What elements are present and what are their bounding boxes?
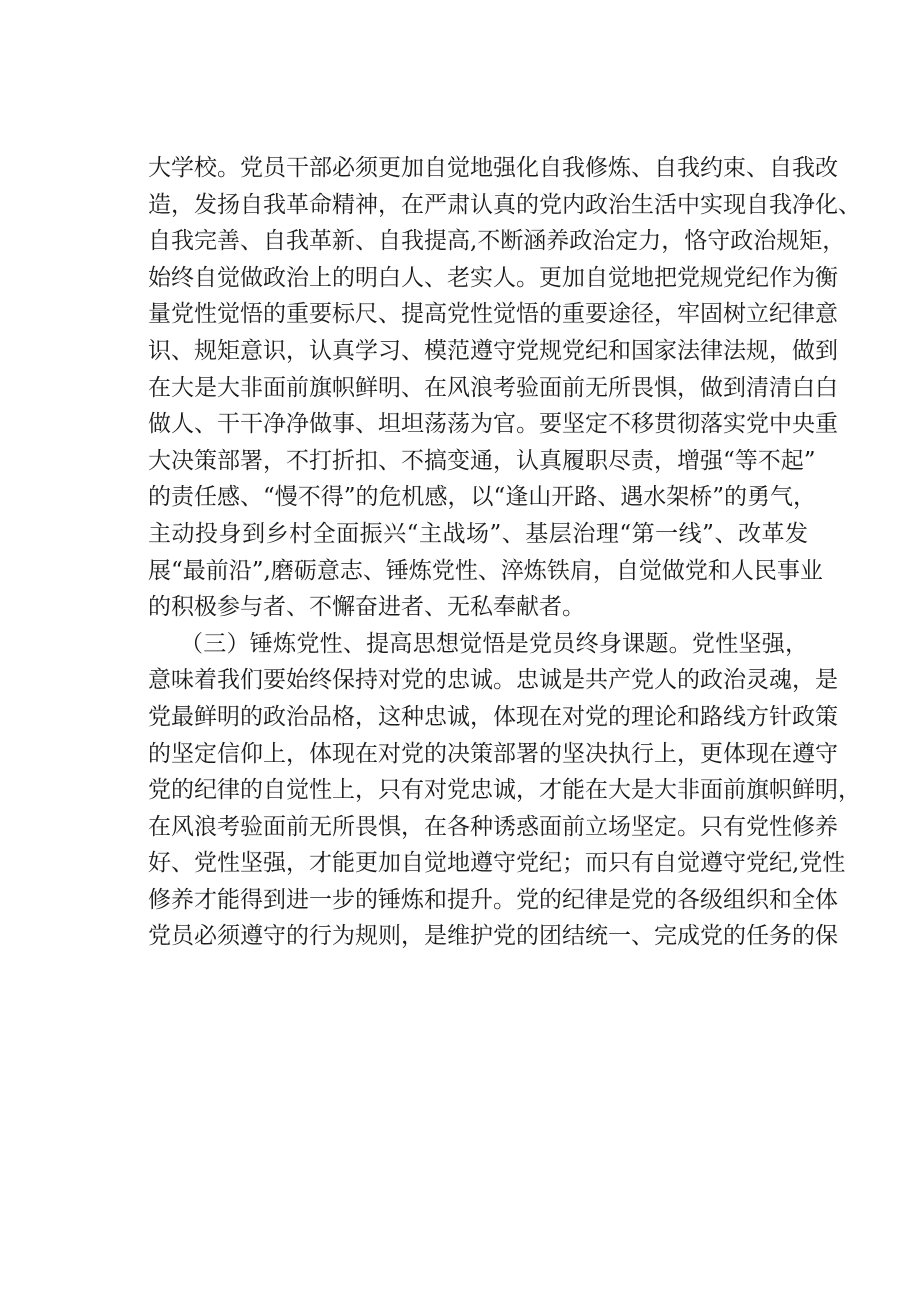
text-line: 党的纪律的自觉性上，只有对党忠诚，才能在大是大非面前旗帜鲜明， bbox=[148, 777, 861, 804]
text-line: 党最鲜明的政治品格，这种忠诚，体现在对党的理论和路线方针政策 bbox=[148, 703, 838, 730]
text-line: 的责任感、“慢不得”的危机感，以“逢山开路、遇水架桥”的勇气， bbox=[148, 484, 817, 511]
text-line: 大学校。党员干部必须更加自觉地强化自我修炼、自我约束、自我改 bbox=[148, 155, 838, 181]
text-line: 意味着我们要始终保持对党的忠诚。忠诚是共产党人的政治灵魂，是 bbox=[148, 667, 838, 694]
text-line: 主动投身到乡村全面振兴“主战场”、基层治理“第一线”、改革发 bbox=[148, 520, 808, 547]
text-line: 造，发扬自我革命精神，在严肃认真的党内政治生活中实现自我净化、 bbox=[148, 191, 861, 218]
text-line: 展“最前沿”,磨砺意志、锤炼党性、淬炼铁肩，自觉做党和人民事业 bbox=[148, 557, 823, 584]
text-line: 做人、干干净净做事、坦坦荡荡为官。要坚定不移贯彻落实党中央重 bbox=[148, 411, 838, 438]
body-text bbox=[148, 150, 861, 955]
paragraph-2 bbox=[148, 626, 861, 955]
text-line: 自我完善、自我革新、自我提高,不断涵养政治定力，恪守政治规矩， bbox=[148, 228, 846, 255]
paragraph-1 bbox=[148, 150, 861, 626]
text-line: 的积极参与者、不懈奋进者、无私奉献者。 bbox=[148, 594, 585, 621]
text-line: 大决策部署，不打折扣、不搞变通，认真履职尽责，增强“等不起” bbox=[148, 447, 816, 474]
text-line: 党员必须遵守的行为规则，是维护党的团结统一、完成党的任务的保 bbox=[148, 923, 838, 950]
text-line: 在大是大非面前旗帜鲜明、在风浪考验面前无所畏惧，做到清清白白 bbox=[148, 374, 838, 401]
text-line: 在风浪考验面前无所畏惧，在各种诱惑面前立场坚定。只有党性修养 bbox=[148, 813, 838, 840]
text-line: 识、规矩意识，认真学习、模范遵守党规党纪和国家法律法规，做到 bbox=[148, 337, 838, 364]
text-line: 量党性觉悟的重要标尺、提高党性觉悟的重要途径，牢固树立纪律意 bbox=[148, 301, 838, 328]
text-line: 始终自觉做政治上的明白人、老实人。更加自觉地把党规党纪作为衡 bbox=[148, 264, 838, 291]
text-line: 的坚定信仰上，体现在对党的决策部署的坚决执行上，更体现在遵守 bbox=[148, 740, 838, 767]
text-line: 好、党性坚强，才能更加自觉地遵守党纪；而只有自觉遵守党纪,党性 bbox=[148, 850, 846, 877]
text-line: 修养才能得到进一步的锤炼和提升。党的纪律是党的各级组织和全体 bbox=[148, 886, 838, 913]
text-line: （三）锤炼党性、提高思想觉悟是党员终身课题。党性坚强， bbox=[180, 630, 808, 657]
